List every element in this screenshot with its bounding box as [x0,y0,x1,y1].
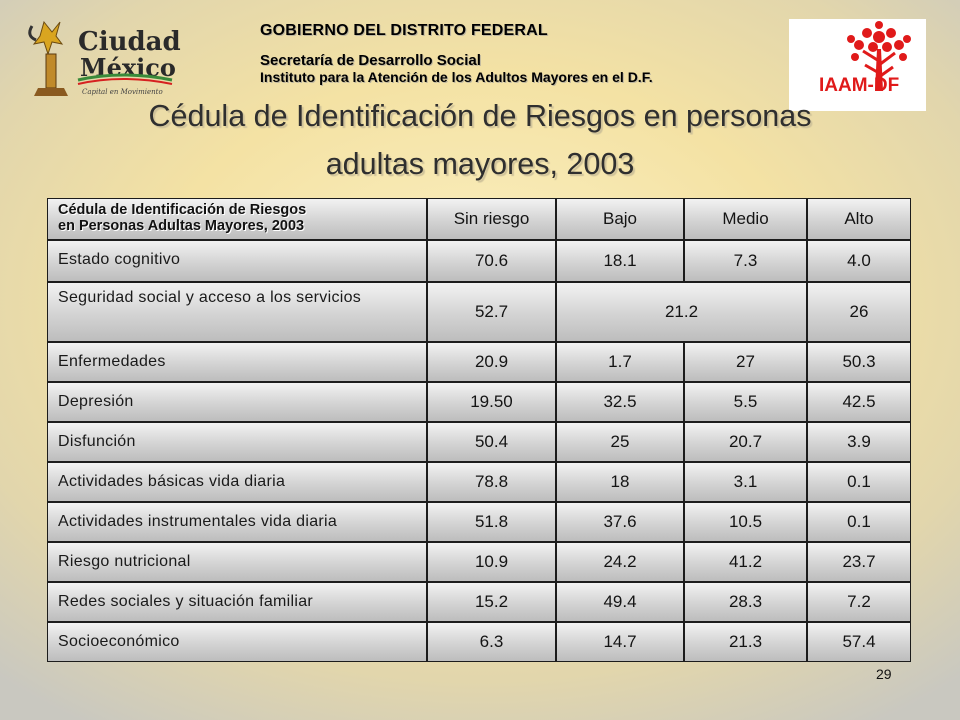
table-cell: 50.3 [807,342,911,382]
table-cell: 3.1 [684,462,807,502]
table-cell: 57.4 [807,622,911,662]
logo-text-mexico: México [80,53,176,82]
government-name: GOBIERNO DEL DISTRITO FEDERAL [260,22,548,39]
table-cell: 26 [807,282,911,342]
logo-tagline: Capital en Movimiento [82,88,163,96]
table-cell: 19.50 [427,382,556,422]
table-cell: 23.7 [807,542,911,582]
logo-text-ciudad: Ciudad [78,27,181,57]
ciudad-mexico-logo [22,14,182,98]
iaam-logo-text: IAAM-DF [819,75,900,96]
column-header: Alto [807,198,911,240]
table-cell: 78.8 [427,462,556,502]
table-cell: 50.4 [427,422,556,462]
slide-title [40,92,920,188]
table-cell: 14.7 [556,622,684,662]
table-cell: 0.1 [807,462,911,502]
row-label: Disfunción [47,422,427,462]
table-cell: 7.2 [807,582,911,622]
table-cell: 51.8 [427,502,556,542]
row-label: Actividades instrumentales vida diaria [47,502,427,542]
table-cell: 25 [556,422,684,462]
table-cell: 5.5 [684,382,807,422]
row-label: Depresión [47,382,427,422]
column-header: Sin riesgo [427,198,556,240]
table-cell: 15.2 [427,582,556,622]
table-cell: 7.3 [684,240,807,282]
angel-icon [30,22,68,96]
table-cell: 21.3 [684,622,807,662]
column-header: Bajo [556,198,684,240]
table-corner-header [47,198,427,240]
table-cell: 27 [684,342,807,382]
row-label: Actividades básicas vida diaria [47,462,427,502]
table-cell: 3.9 [807,422,911,462]
table-cell: 10.9 [427,542,556,582]
corner-header-line-1: Cédula de Identificación de Riesgos [58,202,307,218]
table-cell: 37.6 [556,502,684,542]
table-cell: 42.5 [807,382,911,422]
row-label: Seguridad social y acceso a los servicios [47,282,427,342]
table-cell: 10.5 [684,502,807,542]
table-cell: 70.6 [427,240,556,282]
row-label: Socioeconómico [47,622,427,662]
title-line-1: Cédula de Identificación de Riesgos en personas [148,99,812,133]
risk-table [47,198,911,662]
table-cell: 52.7 [427,282,556,342]
row-label: Redes sociales y situación familiar [47,582,427,622]
table-cell: 28.3 [684,582,807,622]
page-number: 29 [876,666,892,682]
table-cell: 1.7 [556,342,684,382]
table-cell: 18 [556,462,684,502]
title-line-2: adultas mayores, 2003 [325,147,635,181]
row-label: Estado cognitivo [47,240,427,282]
secretaria-name: Secretaría de Desarrollo Social [260,52,481,69]
table-cell: 49.4 [556,582,684,622]
row-label: Riesgo nutricional [47,542,427,582]
table-cell: 0.1 [807,502,911,542]
table-cell: 41.2 [684,542,807,582]
table-cell: 4.0 [807,240,911,282]
row-label: Enfermedades [47,342,427,382]
table-cell-merged: 21.2 [556,282,807,342]
table-cell: 32.5 [556,382,684,422]
table-cell: 24.2 [556,542,684,582]
table-cell: 6.3 [427,622,556,662]
table-cell: 20.9 [427,342,556,382]
table-cell: 18.1 [556,240,684,282]
column-header: Medio [684,198,807,240]
corner-header-line-2: en Personas Adultas Mayores, 2003 [58,218,305,234]
instituto-name: Instituto para la Atención de los Adultos Mayores en el D.F. [260,69,653,85]
table-cell: 20.7 [684,422,807,462]
